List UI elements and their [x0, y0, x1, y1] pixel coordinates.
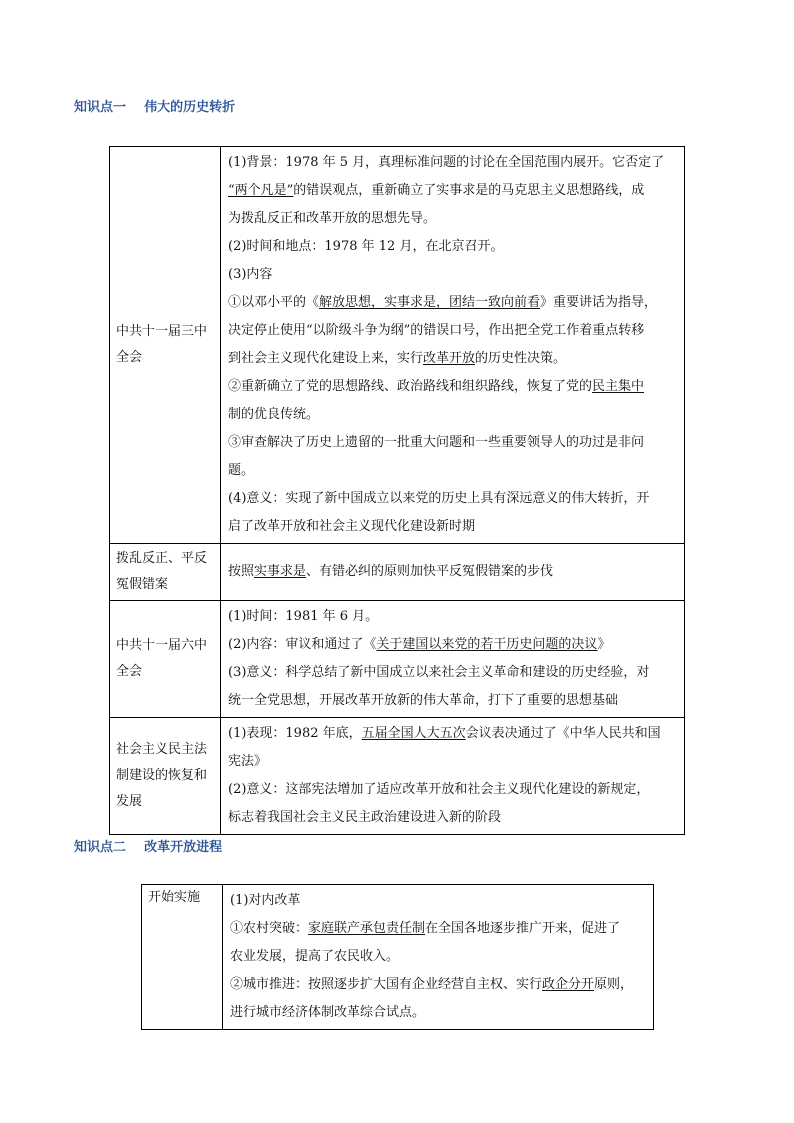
text-segment: ①农村突破：	[230, 921, 309, 936]
text-line	[228, 457, 678, 485]
text-segment: 题。	[228, 463, 255, 478]
text-segment: 》	[597, 637, 611, 652]
text-segment: 的历史性决策。	[475, 351, 567, 366]
text-segment: ②城市推进：按照逐步扩大国有企业经营自主权、实行	[230, 977, 543, 992]
text-segment: 启了改革开放和社会主义现代化建设新时期	[228, 519, 476, 534]
section2-heading: 知识点二 改革开放进程	[74, 840, 223, 855]
text-line	[228, 177, 678, 205]
underlined-text: 关于建国以来党的若干历史问题的决议	[376, 637, 598, 652]
text-line	[230, 999, 647, 1027]
underlined-text: 解放思想，实事求是，团结一致向前看	[319, 295, 541, 310]
text-line	[228, 317, 678, 345]
text-segment: 统一全党思想，开展改革开放新的伟大革命，打下了重要的思想基础	[228, 693, 619, 708]
text-line	[228, 289, 678, 317]
table-row	[110, 601, 685, 718]
text-segment: 决定停止使用“以阶级斗争为纲”的错误口号，作出把全党工作着重点转移	[228, 323, 645, 338]
text-segment: (4)意义：实现了新中国成立以来党的历史上具有深远意义的伟大转折，开	[228, 491, 650, 506]
text-line	[228, 687, 678, 715]
text-segment: ③审查解决了历史上遗留的一批重大问题和一些重要领导人的功过是非问	[228, 435, 645, 450]
table-row	[110, 544, 685, 601]
text-line	[228, 345, 678, 373]
text-line	[228, 804, 678, 832]
text-segment: 的错误观点，重新确立了实事求是的马克思主义思想路线，成	[293, 183, 645, 198]
text-line	[230, 943, 647, 971]
row-label: 社会主义民主法制建设的恢复和发展	[110, 718, 221, 835]
text-segment: 为拨乱反正和改革开放的思想先导。	[228, 211, 437, 226]
text-segment: 、有错必纠的原则加快平反冤假错案的步伐	[306, 564, 554, 579]
text-segment: 》重要讲话为指导，	[540, 295, 658, 310]
text-line	[228, 659, 678, 687]
underlined-text: “两个凡是”	[228, 183, 294, 198]
section1-table	[109, 146, 685, 835]
text-line	[228, 513, 678, 541]
row-label: 开始实施	[142, 885, 223, 1030]
text-segment: (1)对内改革	[230, 893, 301, 908]
text-line	[228, 603, 678, 631]
text-line	[228, 776, 678, 804]
text-segment: 进行城市经济体制改革综合试点。	[230, 1005, 426, 1020]
text-segment: (2)时间和地点：1978 年 12 月，在北京召开。	[228, 239, 504, 254]
underlined-text: 改革开放	[423, 351, 476, 366]
text-line	[230, 887, 647, 915]
underlined-text: 五届全国人大五次	[361, 726, 466, 741]
text-line	[228, 233, 678, 261]
table-row	[110, 147, 685, 544]
text-segment: 按照	[228, 564, 255, 579]
section2-table	[141, 884, 654, 1030]
text-line	[230, 915, 647, 943]
text-segment: (1)背景：1978 年 5 月，真理标准问题的讨论在全国范围内展开。它否定了	[228, 155, 665, 170]
text-line	[228, 149, 678, 177]
row-content	[221, 601, 685, 718]
text-line	[228, 748, 678, 776]
text-line	[230, 971, 647, 999]
text-line	[228, 485, 678, 513]
text-segment: 标志着我国社会主义民主政治建设进入新的阶段	[228, 810, 502, 825]
text-segment: (2)内容：审议和通过了《	[228, 637, 377, 652]
text-line	[228, 720, 678, 748]
row-content	[221, 544, 685, 601]
text-segment: 宪法》	[228, 754, 268, 769]
section1-heading: 知识点一 伟大的历史转折	[74, 100, 236, 115]
text-line	[228, 373, 678, 401]
text-segment: ②重新确立了党的思想路线、政治路线和组织路线，恢复了党的	[228, 379, 593, 394]
underlined-text: 家庭联产承包责任制	[308, 921, 426, 936]
text-segment: 到社会主义现代化建设上来，实行	[228, 351, 424, 366]
text-segment: 农业发展，提高了农民收入。	[230, 949, 400, 964]
table-row	[110, 718, 685, 835]
text-segment: 会议表决通过了《中华人民共和国	[465, 726, 661, 741]
text-segment: (1)时间：1981 年 6 月。	[228, 609, 379, 624]
row-content	[221, 147, 685, 544]
table-row	[142, 885, 654, 1030]
row-label: 拨乱反正、平反冤假错案	[110, 544, 221, 601]
underlined-text: 实事求是	[254, 564, 307, 579]
row-content	[223, 885, 654, 1030]
text-line	[228, 401, 678, 429]
text-line	[228, 429, 678, 457]
row-content	[221, 718, 685, 835]
underlined-text: 民主集中	[592, 379, 645, 394]
text-segment: 原则，	[594, 977, 634, 992]
text-line	[228, 261, 678, 289]
text-segment: (3)内容	[228, 267, 273, 282]
text-line	[228, 558, 678, 586]
text-segment: ①以邓小平的《	[228, 295, 320, 310]
text-segment: (1)表现：1982 年底，	[228, 726, 362, 741]
underlined-text: 政企分开	[542, 977, 595, 992]
row-label: 中共十一届三中全会	[110, 147, 221, 544]
text-segment: 在全国各地逐步推广开来，促进了	[425, 921, 621, 936]
row-label: 中共十一届六中全会	[110, 601, 221, 718]
text-segment: 制的优良传统。	[228, 407, 320, 422]
text-segment: (2)意义：这部宪法增加了适应改革开放和社会主义现代化建设的新规定，	[228, 782, 650, 797]
text-segment: (3)意义：科学总结了新中国成立以来社会主义革命和建设的历史经验，对	[228, 665, 650, 680]
text-line	[228, 631, 678, 659]
text-line	[228, 205, 678, 233]
